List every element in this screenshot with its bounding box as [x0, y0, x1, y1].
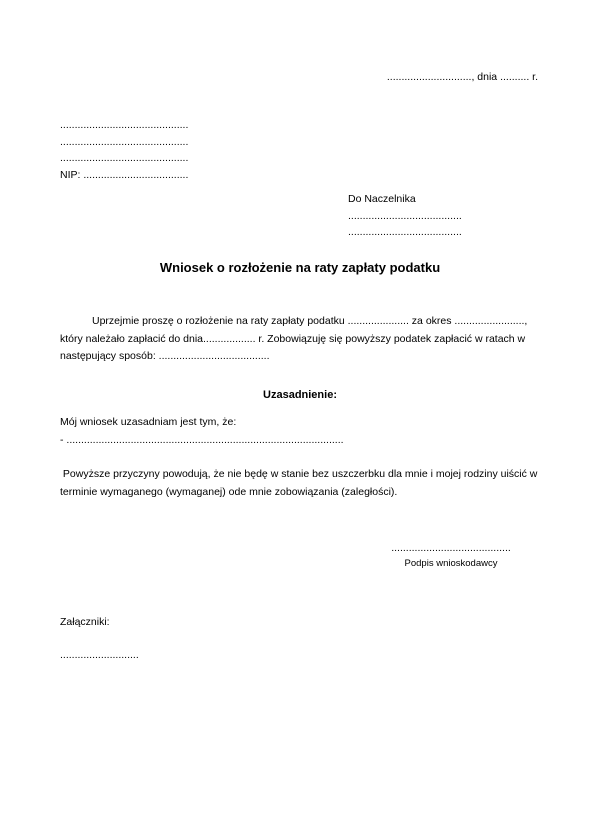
consequences-paragraph-line: terminie wymaganego (wymaganej) ode mnie zobowiązania (zaległości).: [60, 485, 398, 498]
request-paragraph-line: następujący sposób: ......................................: [60, 350, 270, 362]
request-paragraph-line: który należało zapłacić do dnia.................. r. Zobowiązuję się powyższy podatek zapłacić w ratach w: [60, 332, 526, 345]
justification-block: [60, 414, 344, 449]
addressee-heading: Do Naczelnika: [348, 193, 416, 205]
sender-address-line: ............................................: [60, 152, 189, 164]
attachments-heading: Załączniki:: [60, 616, 110, 628]
consequences-paragraph-line: Powyższe przyczyny powodują, że nie będę w stanie bez uszczerbku dla mnie i mojej rodziny uiścić w: [60, 468, 538, 480]
date-line: ............................., dnia .......... r.: [386, 71, 538, 83]
sender-address-line: ............................................: [60, 135, 189, 148]
justification-intro: Mój wniosek uzasadniam jest tym, że:: [60, 416, 237, 428]
sender-nip-line: NIP: ....................................: [60, 168, 189, 181]
addressee-blank-line: .......................................: [348, 226, 462, 238]
signature-block: [385, 540, 517, 572]
signature-dotted-line: .........................................: [391, 542, 511, 554]
justification-blank-item: - ...............................................................................................: [60, 433, 344, 446]
request-paragraph-line: Uprzejmie proszę o rozłożenie na raty zapłaty podatku ..................... za okres ........................,: [92, 315, 528, 327]
sender-block: [60, 117, 188, 183]
request-paragraph: [60, 313, 545, 366]
sender-address-line: ............................................: [60, 119, 189, 131]
addressee-block: [348, 191, 462, 241]
consequences-paragraph: [60, 466, 550, 501]
attachments-blank-line: ...........................: [60, 649, 139, 661]
signature-caption: Podpis wnioskodawcy: [404, 558, 498, 569]
addressee-blank-line: .......................................: [348, 209, 462, 222]
document-title: Wniosek o rozłożenie na raty zapłaty podatku: [159, 260, 441, 275]
justification-heading: Uzasadnienie:: [263, 389, 337, 401]
